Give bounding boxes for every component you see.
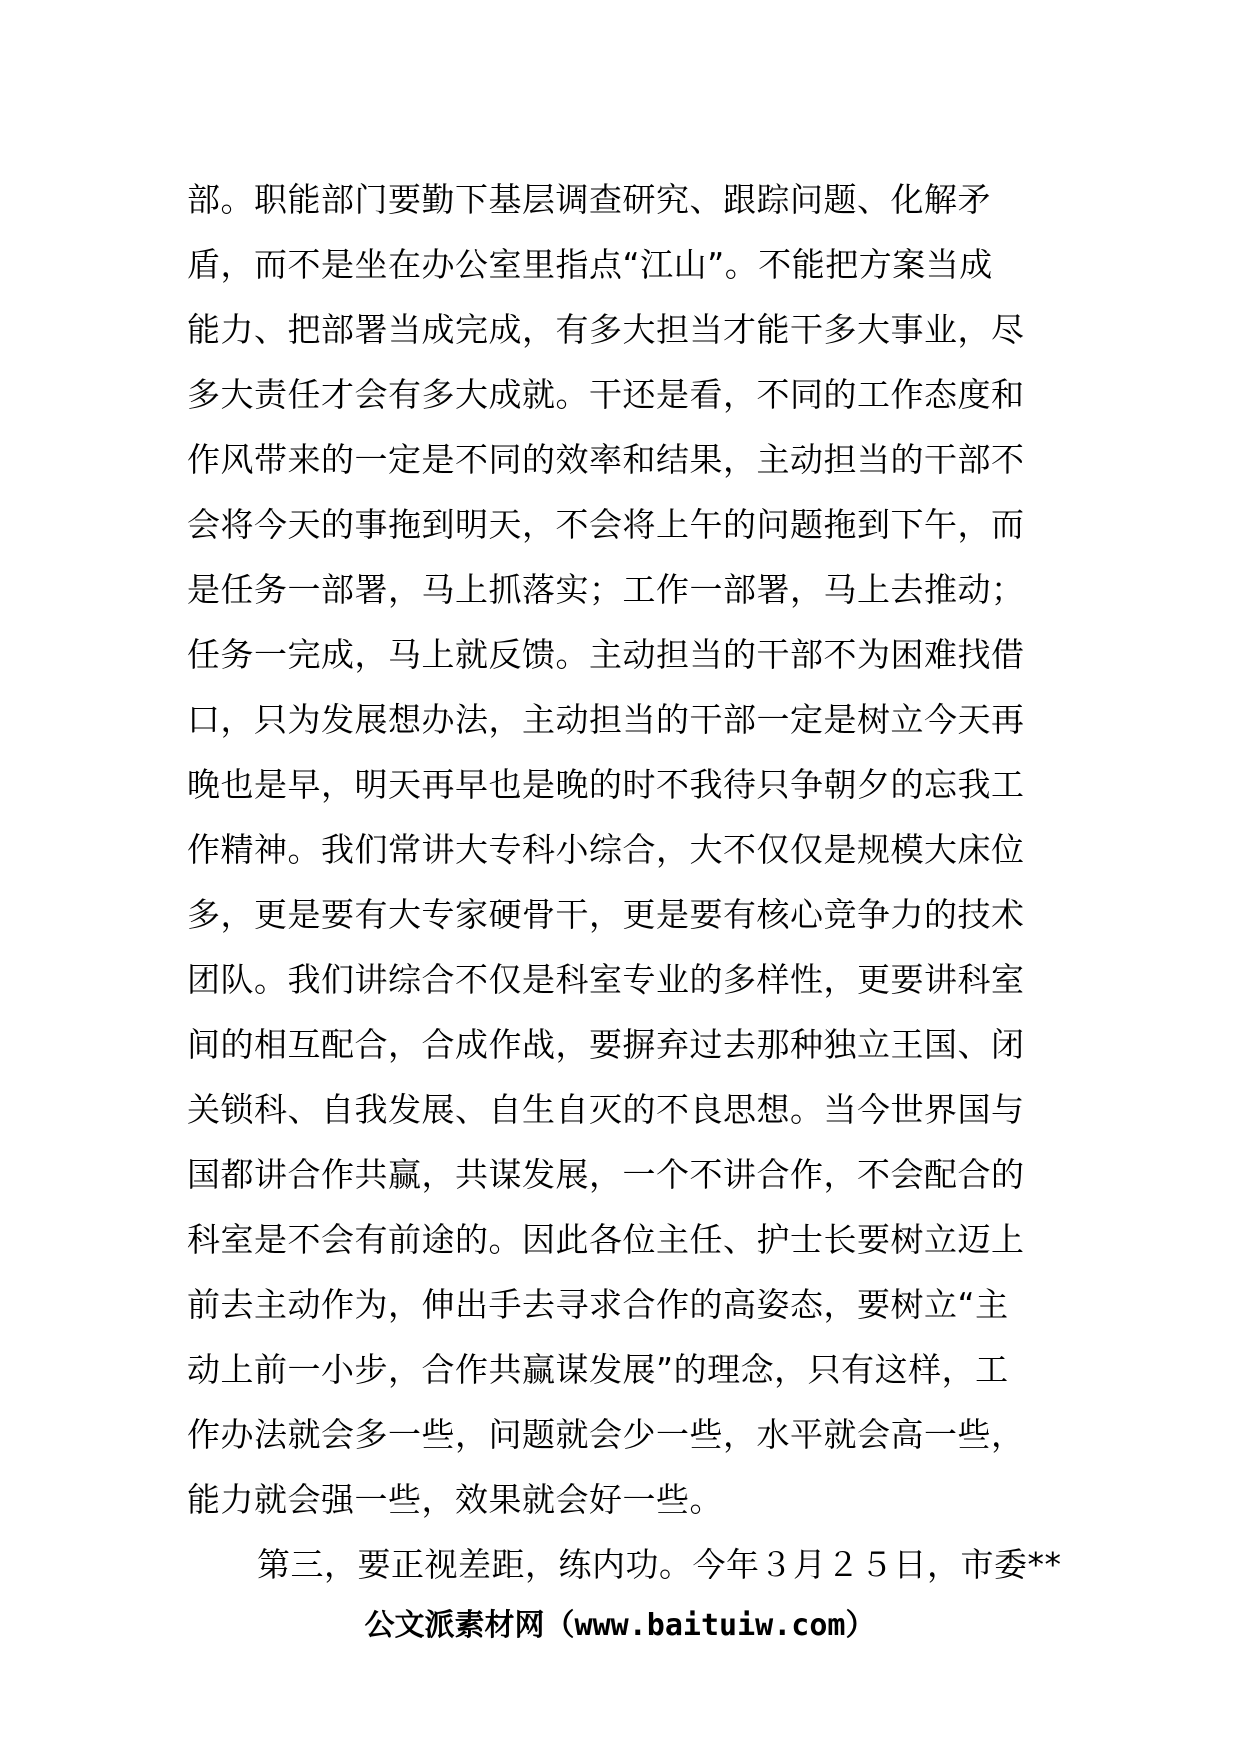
text-line: 会将今天的事拖到明天，不会将上午的问题拖到下午，而 <box>187 505 1025 544</box>
text-line: 作精神。我们常讲大专科小综合，大不仅仅是规模大床位 <box>187 830 1025 869</box>
text-line: 晚也是早，明天再早也是晚的时不我待只争朝夕的忘我工 <box>187 765 1025 804</box>
text-line: 是任务一部署，马上抓落实；工作一部署，马上去推动； <box>187 570 1025 609</box>
document-body <box>187 167 1062 1597</box>
section-heading-line: 第三，要正视差距，练内功。今年３月２５日，市委** <box>257 1545 1062 1584</box>
text-line: 任务一完成，马上就反馈。主动担当的干部不为困难找借 <box>187 635 1025 674</box>
text-line: 科室是不会有前途的。因此各位主任、护士长要树立迈上 <box>187 1220 1025 1259</box>
text-line: 能力就会强一些，效果就会好一些。 <box>187 1480 723 1519</box>
text-line: 作风带来的一定是不同的效率和结果，主动担当的干部不 <box>187 440 1025 479</box>
text-line: 前去主动作为，伸出手去寻求合作的高姿态，要树立“主 <box>187 1285 1009 1324</box>
footer-url: （www.baituiw.com） <box>544 1608 876 1643</box>
text-line: 作办法就会多一些，问题就会少一些，水平就会高一些， <box>187 1415 1025 1454</box>
text-line: 盾，而不是坐在办公室里指点“江山”。不能把方案当成 <box>187 245 993 284</box>
page-footer <box>0 1600 1240 1644</box>
text-line: 口，只为发展想办法，主动担当的干部一定是树立今天再 <box>187 700 1025 739</box>
text-line: 动上前一小步，合作共赢谋发展”的理念，只有这样，工 <box>187 1350 1009 1389</box>
text-line: 国都讲合作共赢，共谋发展，一个不讲合作，不会配合的 <box>187 1155 1025 1194</box>
footer-site-name: 公文派素材网 <box>364 1608 545 1643</box>
text-line: 团队。我们讲综合不仅是科室专业的多样性，更要讲科室 <box>187 960 1025 999</box>
text-line: 部。职能部门要勤下基层调查研究、跟踪问题、化解矛 <box>187 180 991 219</box>
text-line: 能力、把部署当成完成，有多大担当才能干多大事业，尽 <box>187 310 1025 349</box>
text-line: 多，更是要有大专家硬骨干，更是要有核心竞争力的技术 <box>187 895 1025 934</box>
text-line: 多大责任才会有多大成就。干还是看，不同的工作态度和 <box>187 375 1025 414</box>
text-line: 间的相互配合，合成作战，要摒弃过去那种独立王国、闭 <box>187 1025 1025 1064</box>
text-line: 关锁科、自我发展、自生自灭的不良思想。当今世界国与 <box>187 1090 1025 1129</box>
